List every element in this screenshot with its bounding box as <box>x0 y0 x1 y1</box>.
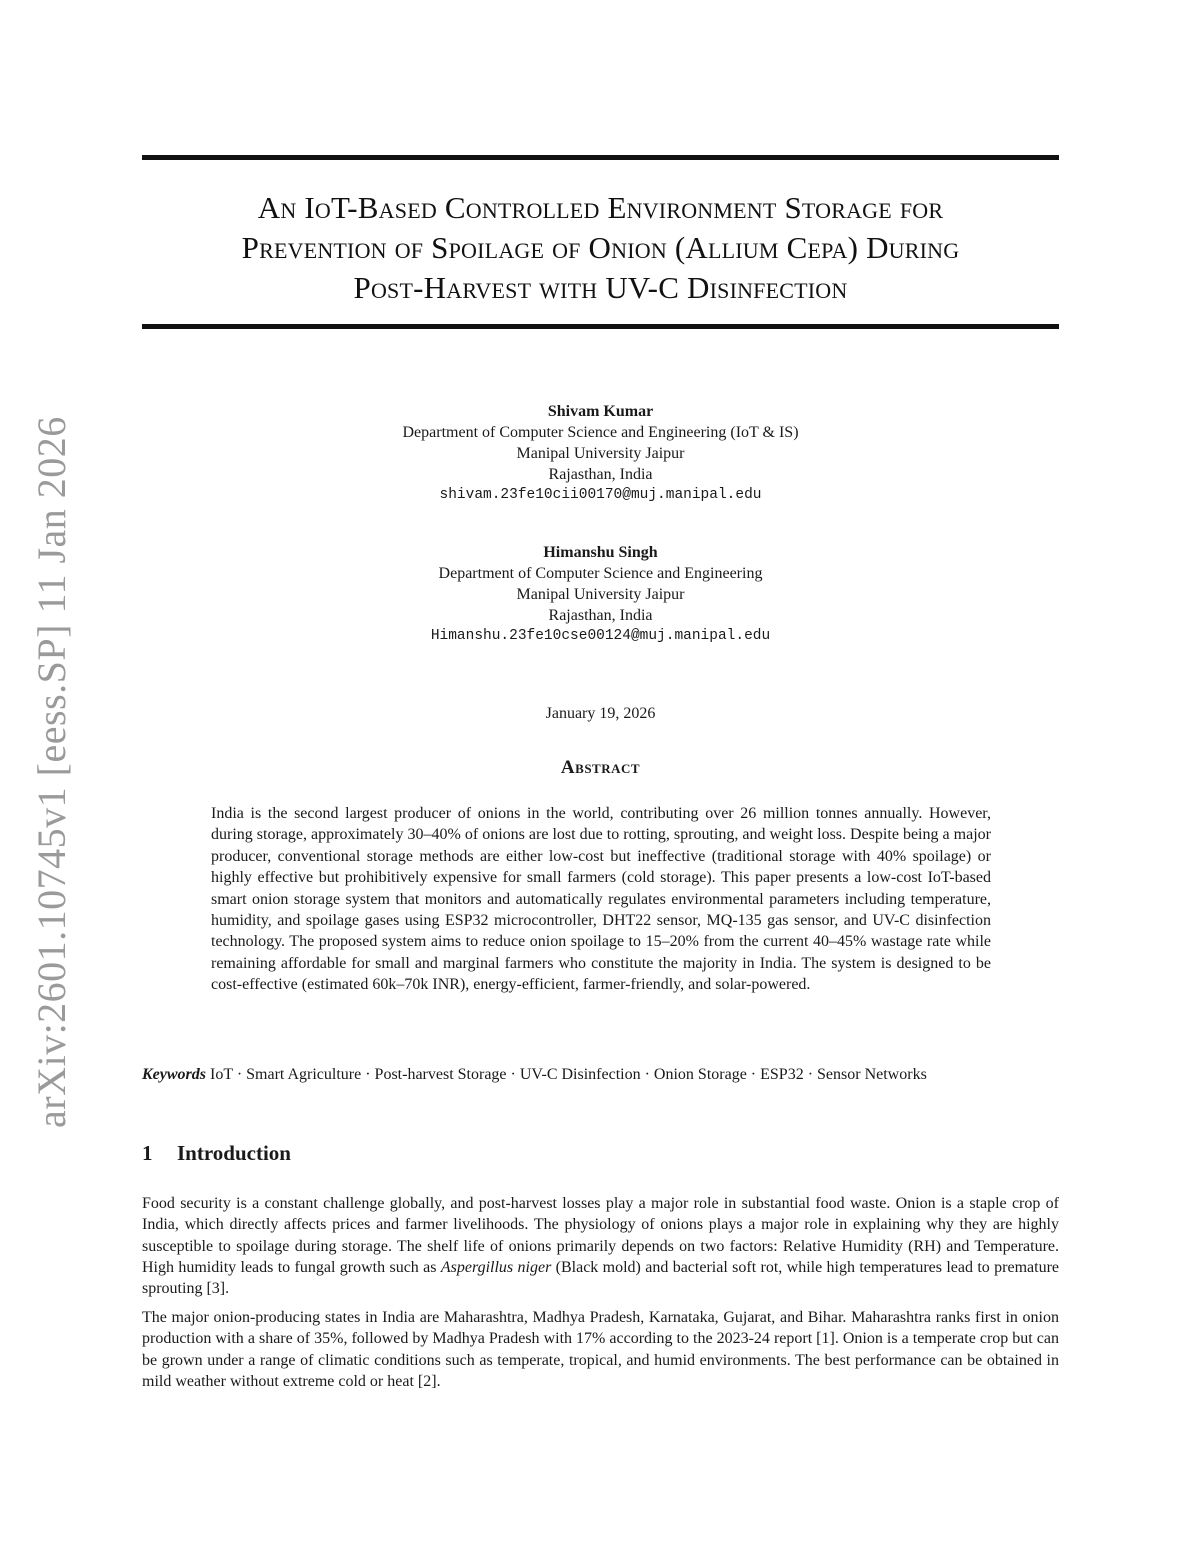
author-block-2 <box>142 542 1059 647</box>
section-number: 1 <box>142 1141 153 1165</box>
author-university: Manipal University Jaipur <box>516 586 685 603</box>
intro-paragraph-1 <box>142 1193 1059 1299</box>
author-email[interactable]: Himanshu.23fe10cse00124@muj.manipal.edu <box>430 628 771 644</box>
paper-date: January 19, 2026 <box>545 705 656 722</box>
title-line-1: An IoT-Based Controlled Environment Storage for <box>257 190 944 225</box>
title-bottom-rule <box>142 324 1059 329</box>
intro-paragraph-2: The major onion-producing states in India are Maharashtra, Madhya Pradesh, Karnataka, Gujarat, and Bihar. Maharashtra ranks first in onion production with a share of 35%, followed by Madhya Pradesh with 17% according to the 2023-24 report [1]. Onion is a temperate crop but can be grown under a range of climatic conditions such as temperate, tropical, and humid environments. The best performance can be obtained in mild weather without extreme cold or heat [2]. <box>142 1309 1059 1390</box>
author-location: Rajasthan, India <box>548 607 653 624</box>
abstract-text: India is the second largest producer of onions in the world, contributing over 26 million tonnes annually. However, during storage, approximately 30–40% of onions are lost due to rotting, sprouting, and weight loss. Despite being a major producer, conventional storage methods are either low-cost but ineffective (traditional storage with 40% spoilage) or highly effective but prohibitively expensive for small farmers (cold storage). This paper presents a low-cost IoT-based smart onion storage system that monitors and automatically regulates environmental parameters including temperature, humidity, and spoilage gases using ESP32 microcontroller, DHT22 sensor, MQ-135 gas sensor, and UV-C disinfection technology. The proposed system aims to reduce onion spoilage to 15–20% from the current 40–45% wastage rate while remaining affordable for small and marginal farmers who constitute the majority in India. The system is designed to be cost-effective (estimated 60k–70k INR), energy-efficient, farmer-friendly, and solar-powered. <box>211 805 991 994</box>
paragraph-text: Food security is a constant challenge globally, and post-harvest losses play a major role in substantial food waste. Onion is a staple crop of India, which directly affects prices and farmer livelihoods. The physiology of onions plays a major role in explaining why they are highly susceptible to spoilage during storage. The shelf life of onions primarily depends on two factors: Relative Humidity (RH) and Temperature. High humidity leads to fungal growth such as <box>142 1195 1059 1276</box>
keywords-label: Keywords <box>142 1066 206 1083</box>
author-university: Manipal University Jaipur <box>516 445 685 462</box>
section-title: Introduction <box>177 1141 291 1165</box>
section-heading-introduction <box>142 1141 291 1166</box>
title-line-2: Prevention of Spoilage of Onion (Allium Cepa) During <box>241 230 960 265</box>
author-department: Department of Computer Science and Engineering <box>438 565 763 582</box>
author-block-1 <box>142 401 1059 506</box>
species-name: Aspergillus niger <box>440 1258 552 1276</box>
arxiv-stamp: arXiv:2601.10745v1 [eess.SP] 11 Jan 2026 <box>29 416 74 1128</box>
paper-title <box>142 188 1059 308</box>
keywords-text: IoT · Smart Agriculture · Post-harvest Storage · UV-C Disinfection · Onion Storage · ESP32 · Sensor Networks <box>210 1066 927 1083</box>
title-top-rule <box>142 155 1059 160</box>
author-department: Department of Computer Science and Engineering (IoT & IS) <box>402 424 799 441</box>
author-email[interactable]: shivam.23fe10cii00170@muj.manipal.edu <box>439 487 762 503</box>
abstract-heading: Abstract <box>560 757 641 778</box>
author-location: Rajasthan, India <box>548 466 653 483</box>
author-name: Shivam Kumar <box>547 403 654 420</box>
paragraph-text: (Black mold) and bacterial soft rot, while high temperatures lead to premature sprouting [3]. <box>142 1258 1060 1298</box>
author-name: Himanshu Singh <box>543 544 658 561</box>
keywords <box>142 1064 1059 1085</box>
title-line-3: Post-Harvest with UV-C Disinfection <box>353 270 848 305</box>
